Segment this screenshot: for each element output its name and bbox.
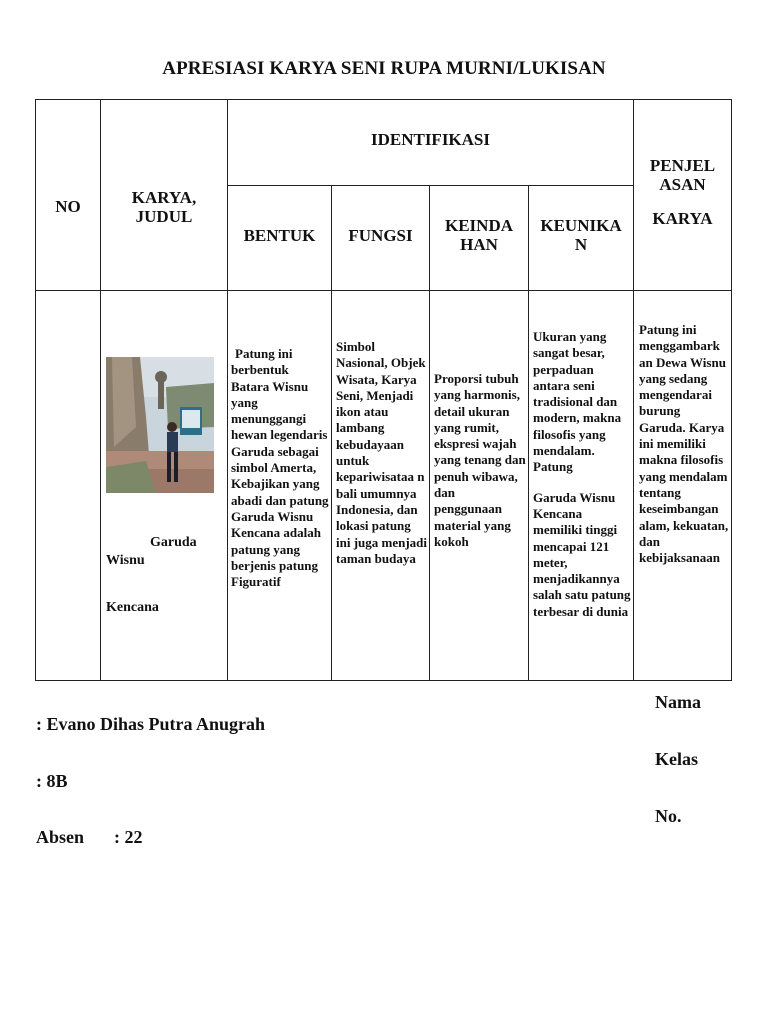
header-divider [35, 290, 732, 291]
header-fungsi: FUNGSI [348, 226, 413, 245]
table-border-right [731, 99, 732, 681]
cell-keunikan [533, 329, 631, 620]
header-identifikasi: IDENTIFIKASI [370, 130, 491, 149]
table-border-bottom [35, 680, 732, 681]
col-divider [227, 99, 228, 681]
identifikasi-divider [227, 185, 633, 186]
header-karya-judul: KARYA, JUDUL [131, 188, 197, 226]
kelas-label: Kelas [655, 749, 698, 769]
col-divider [100, 99, 101, 681]
no-label: No. [655, 806, 682, 826]
header-karya: KARYA [652, 209, 713, 228]
artwork-title-line3: Kencana [106, 600, 159, 615]
header-bentuk: BENTUK [243, 226, 316, 245]
kelas-value: : 8B [36, 771, 68, 791]
header-keunikan: KEUNIKA N [540, 216, 622, 254]
header-penjelasan: PENJEL ASAN [649, 156, 716, 194]
col-divider [528, 185, 529, 681]
cell-bentuk: Patung ini berbentuk Batara Wisnu yang menunggangi hewan legendaris Garuda sebagai simbol Amerta, Kebajikan yang abadi dan patung Garuda Wisnu Kencana adalah patung yang berjenis patung Figuratif [231, 346, 329, 590]
artwork-title-line2: Wisnu [106, 553, 145, 568]
header-keindahan: KEINDA HAN [444, 216, 513, 254]
keunikan-paragraph-2: Garuda Wisnu Kencana memiliki tinggi mencapai 121 meter, menjadikannya salah satu patung terbesar di dunia [533, 489, 631, 619]
absen-value: : 22 [114, 827, 143, 847]
table-border-top [35, 99, 732, 100]
page-title: APRESIASI KARYA SENI RUPA MURNI/LUKISAN [162, 58, 606, 79]
nama-value: : Evano Dihas Putra Anugrah [36, 714, 266, 734]
col-divider [429, 185, 430, 681]
absen-label: Absen [36, 827, 85, 847]
cell-fungsi: Simbol Nasional, Objek Wisata, Karya Seni, Menjadi ikon atau lambang kebudayaan untuk kepariwisataa n bali umumnya Indonesia, dan lokasi patung ini juga menjadi taman budaya [336, 339, 428, 566]
cell-penjelasan: Patung ini menggambark an Dewa Wisnu yang sedang mengendarai burung Garuda. Karya ini memiliki makna filosofis yang mendalam tentang keseimbangan alam, kekuatan, dan kebijaksanaan [639, 322, 729, 566]
keunikan-paragraph-1: Ukuran yang sangat besar, perpaduan antara seni tradisional dan modern, makna filosofis yang mendalam. Patung [533, 329, 622, 475]
header-no: NO [55, 197, 81, 216]
nama-label: Nama [655, 692, 701, 712]
col-divider [331, 185, 332, 681]
artwork-title-line1: Garuda [150, 535, 197, 550]
artwork-photo [106, 357, 214, 493]
table-border-left [35, 99, 36, 681]
cell-keindahan: Proporsi tubuh yang harmonis, detail ukuran yang rumit, ekspresi wajah yang tenang dan penuh wibawa, dan penggunaan material yang kokoh [434, 371, 526, 549]
